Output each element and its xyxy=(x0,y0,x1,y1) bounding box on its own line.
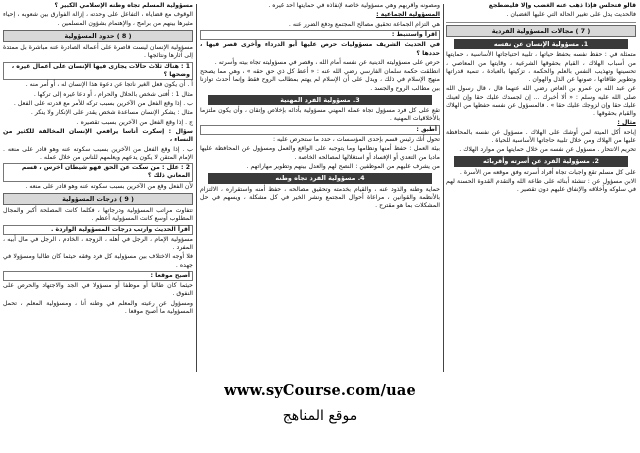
divider xyxy=(446,22,636,23)
paragraph: ومصونه وأقربهم وهي مسؤولية خاصة لإنفاذه في حمايتها أحد غيره . xyxy=(268,2,440,9)
question-line: سؤال : إسكرت أناسا يرافعي الإنسان المخالفة للكثير من النساء ، xyxy=(3,128,193,144)
left-column xyxy=(3,2,193,397)
middle-column xyxy=(200,2,440,397)
column-divider xyxy=(196,4,197,372)
paragraph: انطلقت حكمة سلمان الفارسي رضي الله عنه : « أعط كل ذي حق حقه » ، وهي مما يصحح منهج الإسلام في ذلك ، ويدل على أن الإسلام لم يهتم بمطالب الروح فقط وإنما أحدث توازنا بين مطالب الروح والجسد . xyxy=(200,68,440,92)
subsection-heading: 3. مسؤولية الفرد المهنية xyxy=(208,95,432,105)
right-column xyxy=(446,2,636,397)
paragraph: حرص على مسؤوليته الدينية عن نفسه أمام الله ، وقصر في مسؤوليته تجاه بيته وأسرته . xyxy=(214,58,440,66)
paragraph: الابن مسؤول عن : تنشئة أبنائه على طاعة الله والتقدم القدوة الحسنة لهم في سلوكه وأخلاقه والإنفاق عليهم دون تقصير . xyxy=(446,178,636,194)
question-box: 2 : علل : من سكت عن الحق فهو شيطان أخرس ، قسم المعاني ذلك ؟ xyxy=(3,163,193,181)
list-item: ب . إذا وقع الفعل من الآخرين بسبب تركه للأمر مع قدرته على الفعل . xyxy=(13,99,193,107)
paragraph: لأن الفعل وقع من الآخرين بسبب سكوته عنه وهو قادر على منعه . xyxy=(25,182,193,190)
subsection-heading: 2. مسؤولية الفرد عن أسرته وأقربائه xyxy=(454,156,628,166)
section-heading: ( 7 ) مجالات المسؤولية الفردية xyxy=(446,25,636,37)
paragraph: هي التزام الجماعة تحقيق مصالح المجتمع ودفع الضرر عنه . xyxy=(288,20,440,28)
column-divider xyxy=(443,4,444,372)
text-line: مسؤولية المسلم تجاه وطنه الإسلامي الكبير ؟ xyxy=(54,2,193,9)
paragraph: على كل مسلم تقع واجبات تجاه أفراد أسرته وفق موقعه من الأسرة . xyxy=(459,168,636,176)
section-heading: ( 8 ) حدود المسؤولية xyxy=(3,30,193,42)
paragraph: بيئة العمل : حفظ أمنها ونظامها وما يتوجبه على الواقع والعمل ومسؤول عن المحافظة عليها ماديا من التعدي أو الإفساد أو استغلالها لمصالحه الخاصة . xyxy=(200,145,440,161)
label: المسؤولية الجماعية : xyxy=(376,11,440,19)
subsection-heading: 4. مسؤولية الفرد تجاه وطنه xyxy=(208,173,432,183)
list-item: ج . إذا وقع الفعل من الآخرين بسبب تقصيره . xyxy=(76,118,193,126)
section-heading: ( 9 ) درجات المسؤولية xyxy=(3,193,193,205)
paragraph: ب . إذا وقع الفعل من الآخرين بسبب سكوته عنه وهو قادر على منعه . الإمام المتقن لا يكون يدعهم ويعلمهم للناس من خلال عمله . xyxy=(3,145,193,161)
paragraph: في الحديث الشريف مسؤوليات حرص عليها أبو الدرداء وأخرى قصر فيها ، حددها ؟ xyxy=(200,41,440,57)
text-line: فالحديث يدل على تغيير الحالة التي عليها الغضبان . xyxy=(506,11,636,19)
site-name-footer: موقع المناهج xyxy=(282,408,358,424)
list-item: أ . أن يكون فعل الغير ناتجا عن دعوة هذا الإنسان له ، أو أمر منه . xyxy=(25,81,193,89)
paragraph: حماية وطنه والذود عنه ، والقيام بخدمته وتحقيق مصالحه ، حفظ أمنه واستقراره ، الالتزام بالأنظمة والقوانين ، مراعاة أحوال المجتمع ونشر الخير في كل مشكلة ، ويسهم في حل المشكلات بما هو مقترح . xyxy=(200,185,440,209)
paragraph: متمثلة في : حفظ نفسه بحفظ حياتها ، تلبية احتياجاتها الأساسية ، حمايتها من أسباب الهلاك ، القيام بحقوقها الشرعية ، وقايتها من المعاصي ، تحسينها وتهذيب النفس بالعلم والحكمة ، تزكيتها بالعبادة ، تنمية قدراتها وتطوير طاقاتها ، صونها عن الذل والهوان . xyxy=(446,51,636,84)
question-box: أقرأ الحديث وارتب درجات المسؤولية الواردة . xyxy=(3,225,193,235)
website-url[interactable]: www.syCourse.com/uae xyxy=(224,382,416,399)
paragraph: الوقوف مع قضاياه ، التفاعل على وحدته ، إزالة الفوارق بين شعوبه ، إحياء مثيرها بينهم من برامج ، والإهتمام بشؤون المسلمين . xyxy=(3,11,193,27)
text-line: قالو فتحلس فإذا ذهب عنه الغضب وإلا فليضطجع xyxy=(488,2,636,9)
question-box: أصبح موقعا : xyxy=(3,271,193,281)
list-item: مثال : يشكر الإنسان مساعدة شخص يقدر على الإنكار ولا ينكر . xyxy=(30,109,193,117)
question-box: 1 : هناك ثلاث حالات يجازى فيها الإنسان على أعمال غيره ، وضحها ؟ xyxy=(3,62,193,80)
list-item: مثال 1 : أفتى شخص بالحلال والحرام ، أو دعا غيره إلى تركها . xyxy=(33,90,193,98)
label: مثال : xyxy=(617,119,636,127)
question-box: اقرأ واستنبط : xyxy=(200,30,440,40)
paragraph: تحريم الانتحار . مسؤول عن نفسه من خلال حمايتها من موارد الهلاك . xyxy=(459,146,636,154)
paragraph: فلا أوجه الاختلاف بين مسؤولية كل فرد وفقه حيثما كان طالبا ومسؤولا في جهده . xyxy=(3,253,193,269)
paragraph: تقع على كل فرد مسؤول تجاه عمله المهني مسؤولية بأدائه بإخلاص وإتقان ، وأن يكون ملتزما بالأخلاقيات المهنية . xyxy=(200,107,440,123)
paragraph: عن عبد الله بن عمرو بن العاص رضي الله عنهما قال ، قال رسول الله صلى الله عليه وسلم : « ألا أخبرك ... إن لجسدك عليك حقا وإن لعينك عليك حقا وإن لزوجك عليك حقا » . فالمسؤول عن نفسه حفظها من الهلاك والقيام بحقوقها . xyxy=(446,85,636,117)
paragraph: حيثما كان طالبا أو موظفا أو مسؤولا في الجد والاجتهاد والحرص على النفوق . xyxy=(3,282,193,298)
paragraph: تتفاوت مراتب المسؤولية ودرجاتها ، فكلما كانت المصلحة أكبر والمجال المطلوب أوسع كانت المسؤولية أعظم . xyxy=(3,207,193,223)
paragraph: مسؤولية الإنسان ليست قاصرة على أعماله الصادرة عنه مباشرة بل ممتدة إلى آثارها ونتائجها . xyxy=(3,44,193,60)
paragraph: ومسؤول عن رعيته والمعلم في وطنه أنا ، ومسؤولية المعلم ، تحمل المسؤولية ما أصبح موقعا . xyxy=(3,299,193,315)
question-box: أطبق : xyxy=(200,125,440,135)
paragraph: إباحة أكل الميتة لمن أوشك على الهلاك . مسؤول عن نفسه بالمحافظة عليها من الهلاك ومن خلال تلبية حاجاتها الأساسية للحياة . xyxy=(446,128,636,144)
paragraph: مسؤولية الإمام ، الرجل في أهله ، الزوجة ، الخادم ، الرجل في مال أبيه ، المفرد . xyxy=(3,235,193,252)
paragraph: تحول أنك رئيس قسم بإحدى المؤسسات ، حدد ما ستحرص عليه : xyxy=(272,136,440,144)
subsection-heading: 1. مسؤولية الإنسان عن نفسه xyxy=(454,39,628,49)
paragraph: من يشرف عليهم من الموظفين : النصح لهم والعدل بينهم وتطوير مهاراتهم . xyxy=(246,162,440,170)
